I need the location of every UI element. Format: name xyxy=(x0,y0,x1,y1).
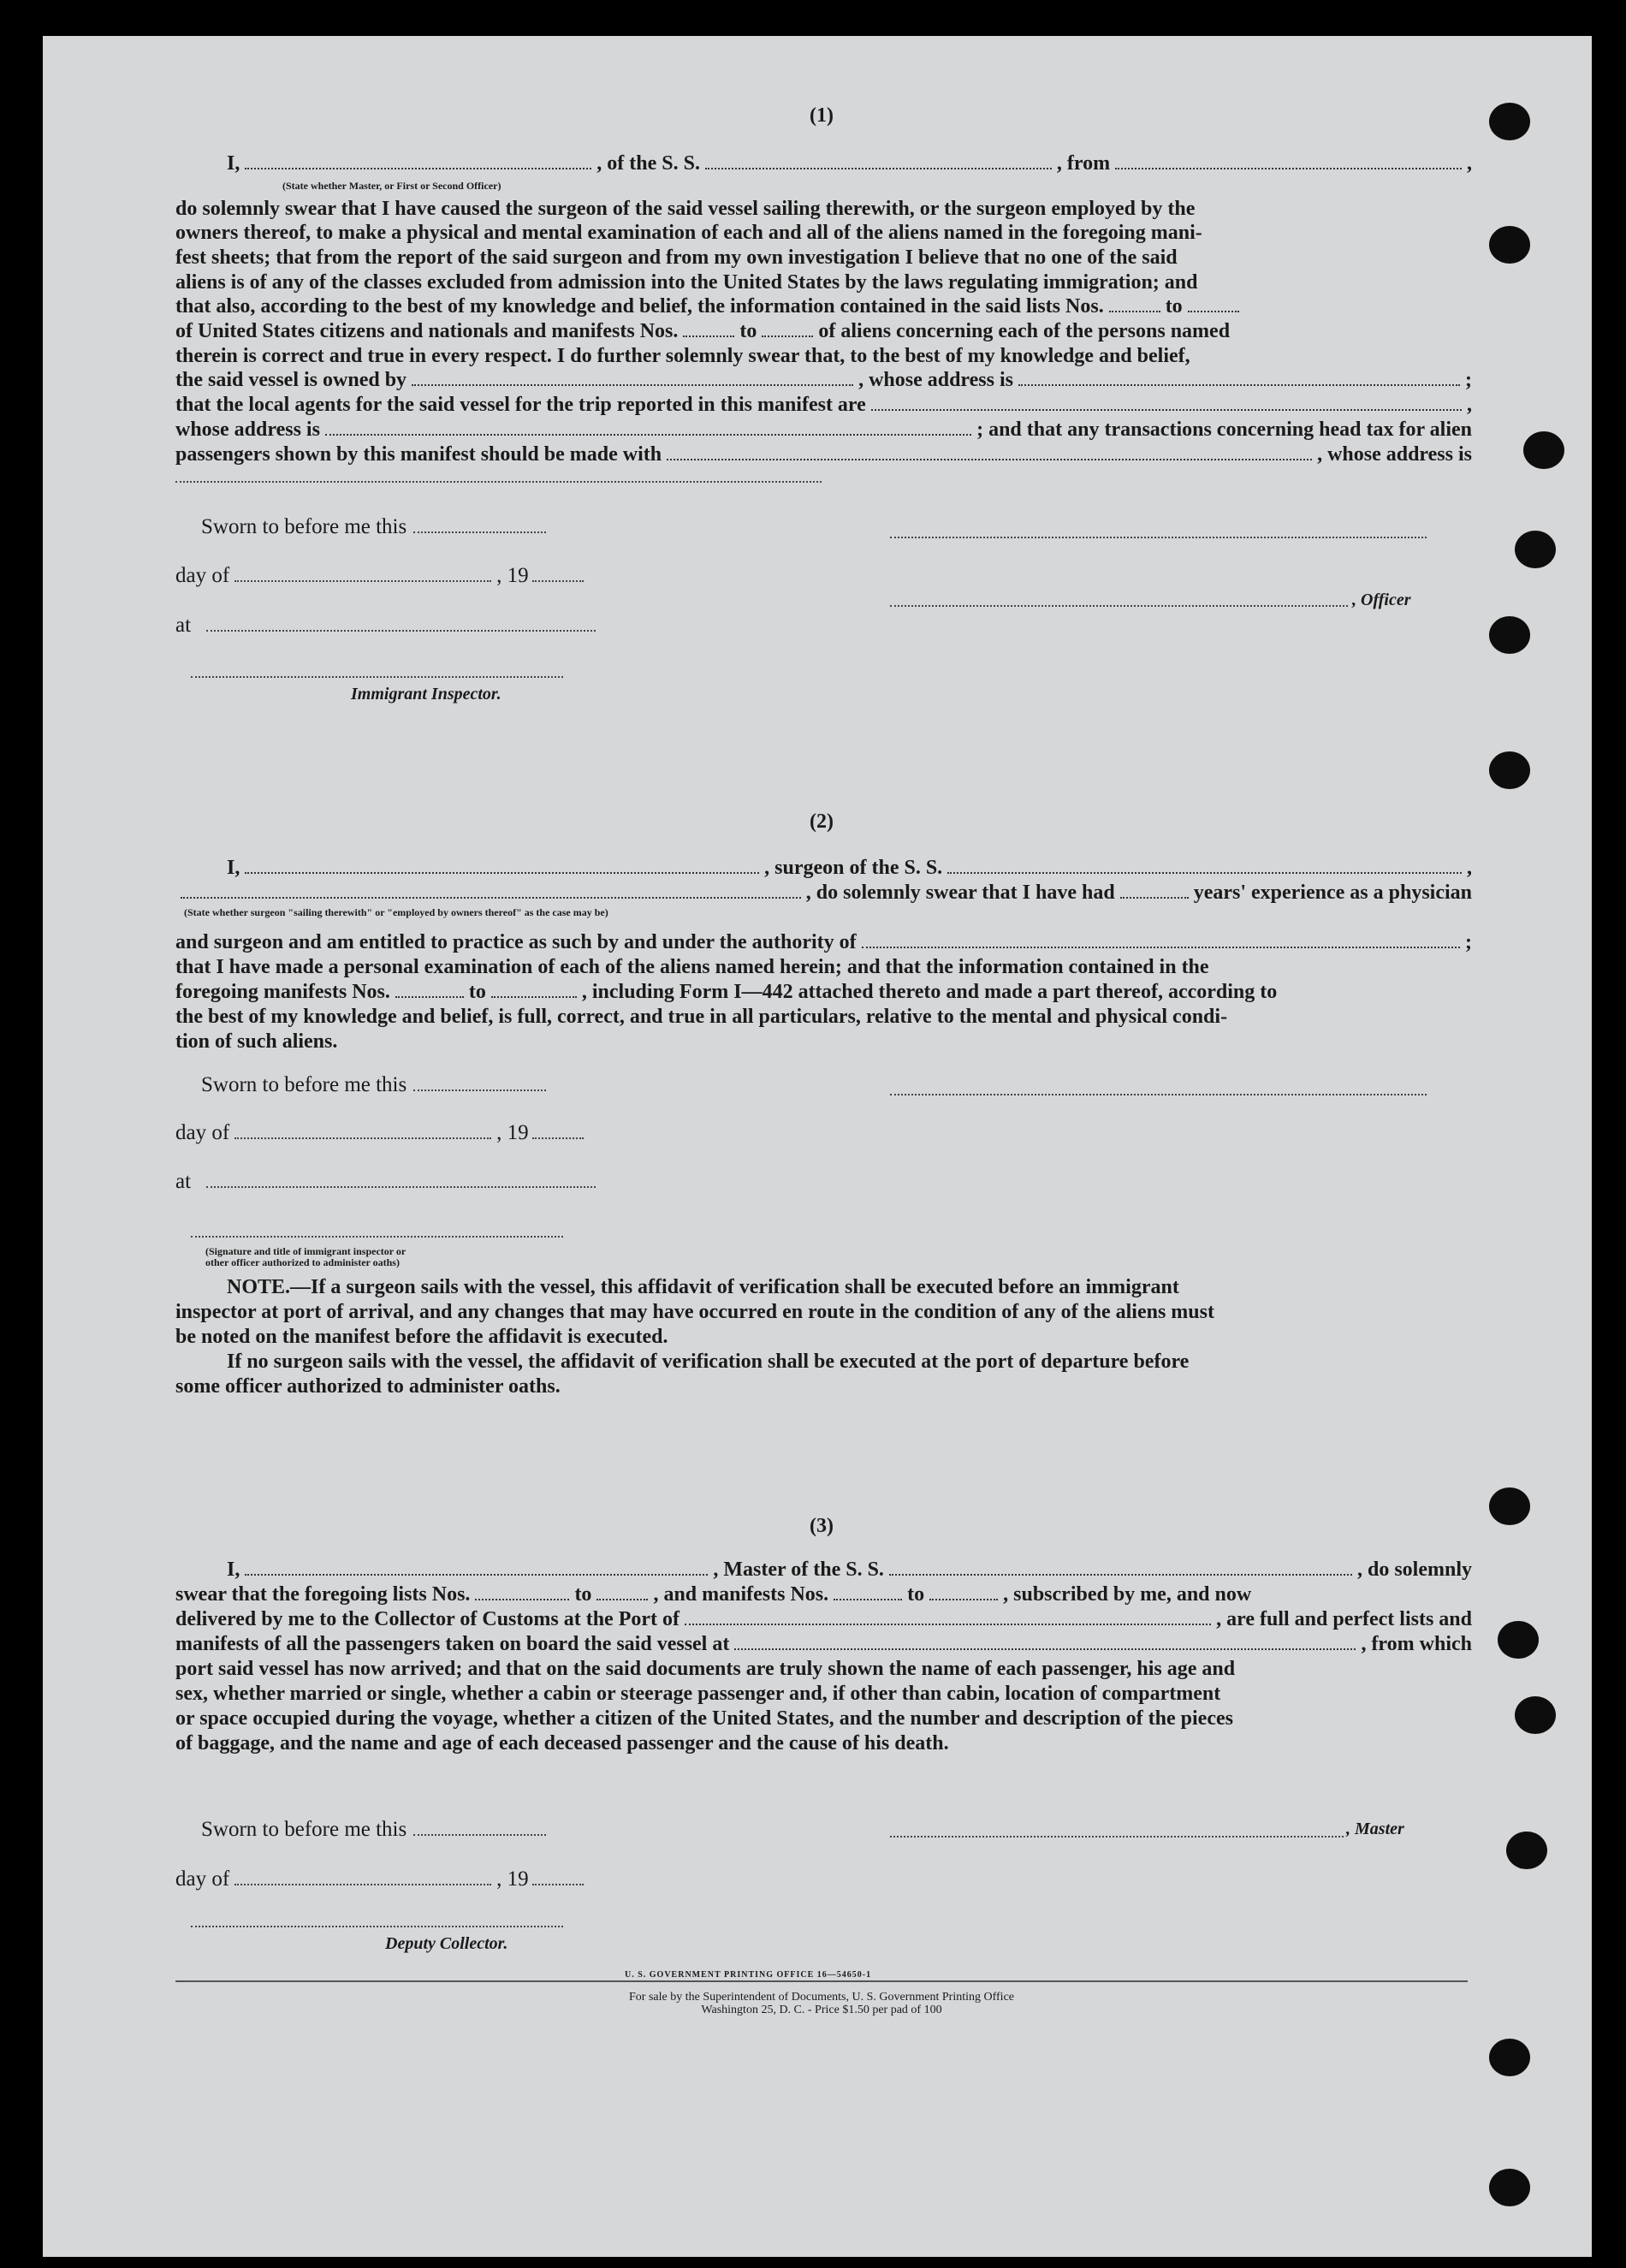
footer-line-1: For sale by the Superintendent of Documents, U. S. Government Printing Office xyxy=(629,1991,1014,2004)
s2-day-of-label: day of , 19 xyxy=(175,1121,584,1145)
s1-line: that also, according to the best of my knowledge and belief, the information contained in the said lists Nos. to xyxy=(175,294,1472,318)
list-from-field[interactable] xyxy=(1109,299,1160,312)
master-signature-line[interactable] xyxy=(890,1836,1344,1838)
year-field[interactable] xyxy=(532,580,584,582)
officer-title: , Officer xyxy=(1352,591,1411,609)
s1-line: passengers shown by this manifest should be made with , whose address is xyxy=(175,443,1472,466)
at-place-field[interactable] xyxy=(206,630,596,632)
s3-month-field[interactable] xyxy=(234,1884,491,1885)
s2-line: and surgeon and am entitled to practice as such by and under the authority of ; xyxy=(175,931,1472,953)
s2-caption: (State whether surgeon "sailing therewith" or "employed by owners thereof" as the case may be) xyxy=(184,906,608,918)
s2-line: , do solemnly swear that I have had years' experience as a physician xyxy=(175,881,1472,905)
master-title: , Master xyxy=(1346,1820,1404,1838)
s3-master-name-field[interactable] xyxy=(245,1562,708,1576)
note-line: inspector at port of arrival, and any changes that may have occurred en route in the condition of any of the aliens must xyxy=(175,1301,1214,1323)
sworn-day-field[interactable] xyxy=(413,531,546,533)
list-to-field[interactable] xyxy=(1188,299,1239,312)
s2-year-field[interactable] xyxy=(532,1137,584,1139)
authority-field[interactable] xyxy=(862,935,1460,948)
inspector-signature-line[interactable] xyxy=(191,676,563,678)
footer-line-2: Washington 25, D. C. - Price $1.50 per pad of 100 xyxy=(701,2004,942,2016)
note-line: be noted on the manifest before the affidavit is executed. xyxy=(175,1326,668,1348)
s2-list-to-field[interactable] xyxy=(491,984,577,998)
form-page xyxy=(43,36,1592,2257)
from-port-field[interactable] xyxy=(1115,156,1462,169)
s1-line: fest sheets; that from the report of the said surgeon and from my own investigation I believe that no one of the said xyxy=(175,246,1178,269)
s1-caption: (State whether Master, or First or Second Officer) xyxy=(282,180,501,192)
s2-inspector-signature-line[interactable] xyxy=(191,1236,563,1238)
officer-signature-line-1[interactable] xyxy=(890,537,1427,538)
deputy-collector-signature-line[interactable] xyxy=(191,1926,563,1927)
deputy-collector-title: Deputy Collector. xyxy=(385,1934,508,1953)
s2-sworn-label: Sworn to before me this xyxy=(201,1073,546,1097)
officer-signature-line-2[interactable] xyxy=(890,605,1348,607)
punch-hole xyxy=(1489,616,1530,654)
s3-line: of baggage, and the name and age of each deceased passenger and the cause of his death. xyxy=(175,1732,949,1754)
punch-hole xyxy=(1489,2039,1530,2076)
s3-day-of-label: day of , 19 xyxy=(175,1867,584,1891)
s3-line: swear that the foregoing lists Nos. to , and manifests Nos. to , subscribed by me, and now xyxy=(175,1583,1252,1606)
at-label: at xyxy=(175,614,596,638)
s2-line: foregoing manifests Nos. to , including Form I—442 attached thereto and made a part thereof, according to xyxy=(175,981,1278,1003)
s3-year-field[interactable] xyxy=(532,1884,584,1885)
s2-month-field[interactable] xyxy=(234,1137,491,1139)
s3-list-from-field[interactable] xyxy=(475,1587,569,1600)
s3-sworn-day-field[interactable] xyxy=(413,1834,546,1836)
s3-manifest-from-field[interactable] xyxy=(834,1587,902,1600)
s3-line: I, , Master of the S. S. , do solemnly xyxy=(227,1559,1472,1581)
master-name-field[interactable] xyxy=(245,156,591,169)
head-tax-agent-field[interactable] xyxy=(667,447,1312,460)
agents-address-field[interactable] xyxy=(325,422,971,436)
surgeon-status-field[interactable] xyxy=(181,885,801,899)
owner-field[interactable] xyxy=(412,372,853,386)
vessel-name-field[interactable] xyxy=(705,156,1052,169)
surgeon-name-field[interactable] xyxy=(245,860,759,874)
s2-at-label: at xyxy=(175,1170,596,1194)
punch-hole xyxy=(1498,1621,1539,1659)
s2-vessel-field[interactable] xyxy=(947,860,1462,874)
head-tax-address-field[interactable] xyxy=(175,481,822,483)
s3-line: or space occupied during the voyage, whether a citizen of the United States, and the number and description of the pieces xyxy=(175,1707,1233,1730)
punch-hole xyxy=(1515,1696,1556,1734)
owner-address-field[interactable] xyxy=(1018,372,1460,386)
s2-signature-caption-1: (Signature and title of immigrant inspector or xyxy=(205,1245,406,1257)
note-line: some officer authorized to administer oaths. xyxy=(175,1375,561,1398)
boarding-port-field[interactable] xyxy=(734,1636,1356,1650)
s3-line: port said vessel has now arrived; and that on the said documents are truly shown the name of each passenger, his age and xyxy=(175,1658,1236,1680)
s2-line: that I have made a personal examination of each of the aliens named herein; and that the information contained in the xyxy=(175,956,1209,978)
s2-line: the best of my knowledge and belief, is full, correct, and true in all particulars, relative to the mental and physical condi- xyxy=(175,1006,1228,1028)
s2-signature-caption-2: other officer authorized to administer oaths) xyxy=(205,1256,400,1268)
section-1-heading: (1) xyxy=(810,104,834,127)
sworn-label: Sworn to before me this xyxy=(201,515,546,539)
s2-list-from-field[interactable] xyxy=(395,984,464,998)
manifest-from-field[interactable] xyxy=(683,324,734,337)
s3-manifest-to-field[interactable] xyxy=(929,1587,998,1600)
s3-line: manifests of all the passengers taken on board the said vessel at , from which xyxy=(175,1633,1472,1655)
s2-line: I, , surgeon of the S. S. , xyxy=(227,857,1472,879)
s2-at-place-field[interactable] xyxy=(206,1186,596,1188)
note-line: NOTE.—If a surgeon sails with the vessel, this affidavit of verification shall be executed before an immigrant xyxy=(227,1276,1179,1298)
note-line: If no surgeon sails with the vessel, the affidavit of verification shall be executed at the port of departure before xyxy=(227,1351,1190,1373)
day-of-label: day of , 19 xyxy=(175,564,584,588)
punch-hole xyxy=(1515,531,1556,568)
s1-line: the said vessel is owned by , whose address is ; xyxy=(175,369,1473,391)
s1-line: do solemnly swear that I have caused the surgeon of the said vessel sailing therewith, or the surgeon employed by the xyxy=(175,198,1196,220)
footer-rule xyxy=(175,1980,1468,1982)
punch-hole xyxy=(1489,751,1530,789)
s1-line: owners thereof, to make a physical and mental examination of each and all of the aliens named in the foregoing mani- xyxy=(175,222,1202,244)
gpo-imprint: U. S. GOVERNMENT PRINTING OFFICE 16—54650-1 xyxy=(625,1970,872,1980)
month-field[interactable] xyxy=(234,580,491,582)
inspector-title: Immigrant Inspector. xyxy=(351,685,501,704)
s1-line: of United States citizens and nationals and manifests Nos. to of aliens concerning each of the persons named xyxy=(175,320,1231,342)
customs-port-field[interactable] xyxy=(685,1612,1211,1625)
s3-vessel-field[interactable] xyxy=(889,1562,1352,1576)
punch-hole xyxy=(1489,2169,1530,2206)
s3-line: sex, whether married or single, whether a cabin or steerage passenger and, if other than cabin, location of compartment xyxy=(175,1683,1221,1705)
s1-line: whose address is ; and that any transactions concerning head tax for alien xyxy=(175,419,1472,441)
s3-list-to-field[interactable] xyxy=(596,1587,648,1600)
years-experience-field[interactable] xyxy=(1120,885,1189,899)
s1-line-1: I, , of the S. S. , from , xyxy=(227,152,1472,175)
s1-line: therein is correct and true in every respect. I do further solemnly swear that, to the best of my knowledge and belief, xyxy=(175,345,1190,367)
section-2-heading: (2) xyxy=(810,810,834,833)
punch-hole xyxy=(1506,1832,1547,1869)
s3-sworn-label: Sworn to before me this xyxy=(201,1818,546,1842)
punch-hole xyxy=(1489,226,1530,264)
agents-field[interactable] xyxy=(871,397,1462,411)
surgeon-signature-line[interactable] xyxy=(890,1094,1427,1095)
manifest-to-field[interactable] xyxy=(762,324,813,337)
s2-sworn-day-field[interactable] xyxy=(413,1089,546,1091)
s2-line: tion of such aliens. xyxy=(175,1030,338,1053)
section-3-heading: (3) xyxy=(810,1515,834,1537)
punch-hole xyxy=(1523,431,1564,469)
s1-line: that the local agents for the said vessel for the trip reported in this manifest are , xyxy=(175,394,1472,416)
s1-line: aliens is of any of the classes excluded from admission into the United States by the laws regulating immigration; and xyxy=(175,271,1198,294)
s3-line: delivered by me to the Collector of Customs at the Port of , are full and perfect lists and xyxy=(175,1608,1472,1630)
